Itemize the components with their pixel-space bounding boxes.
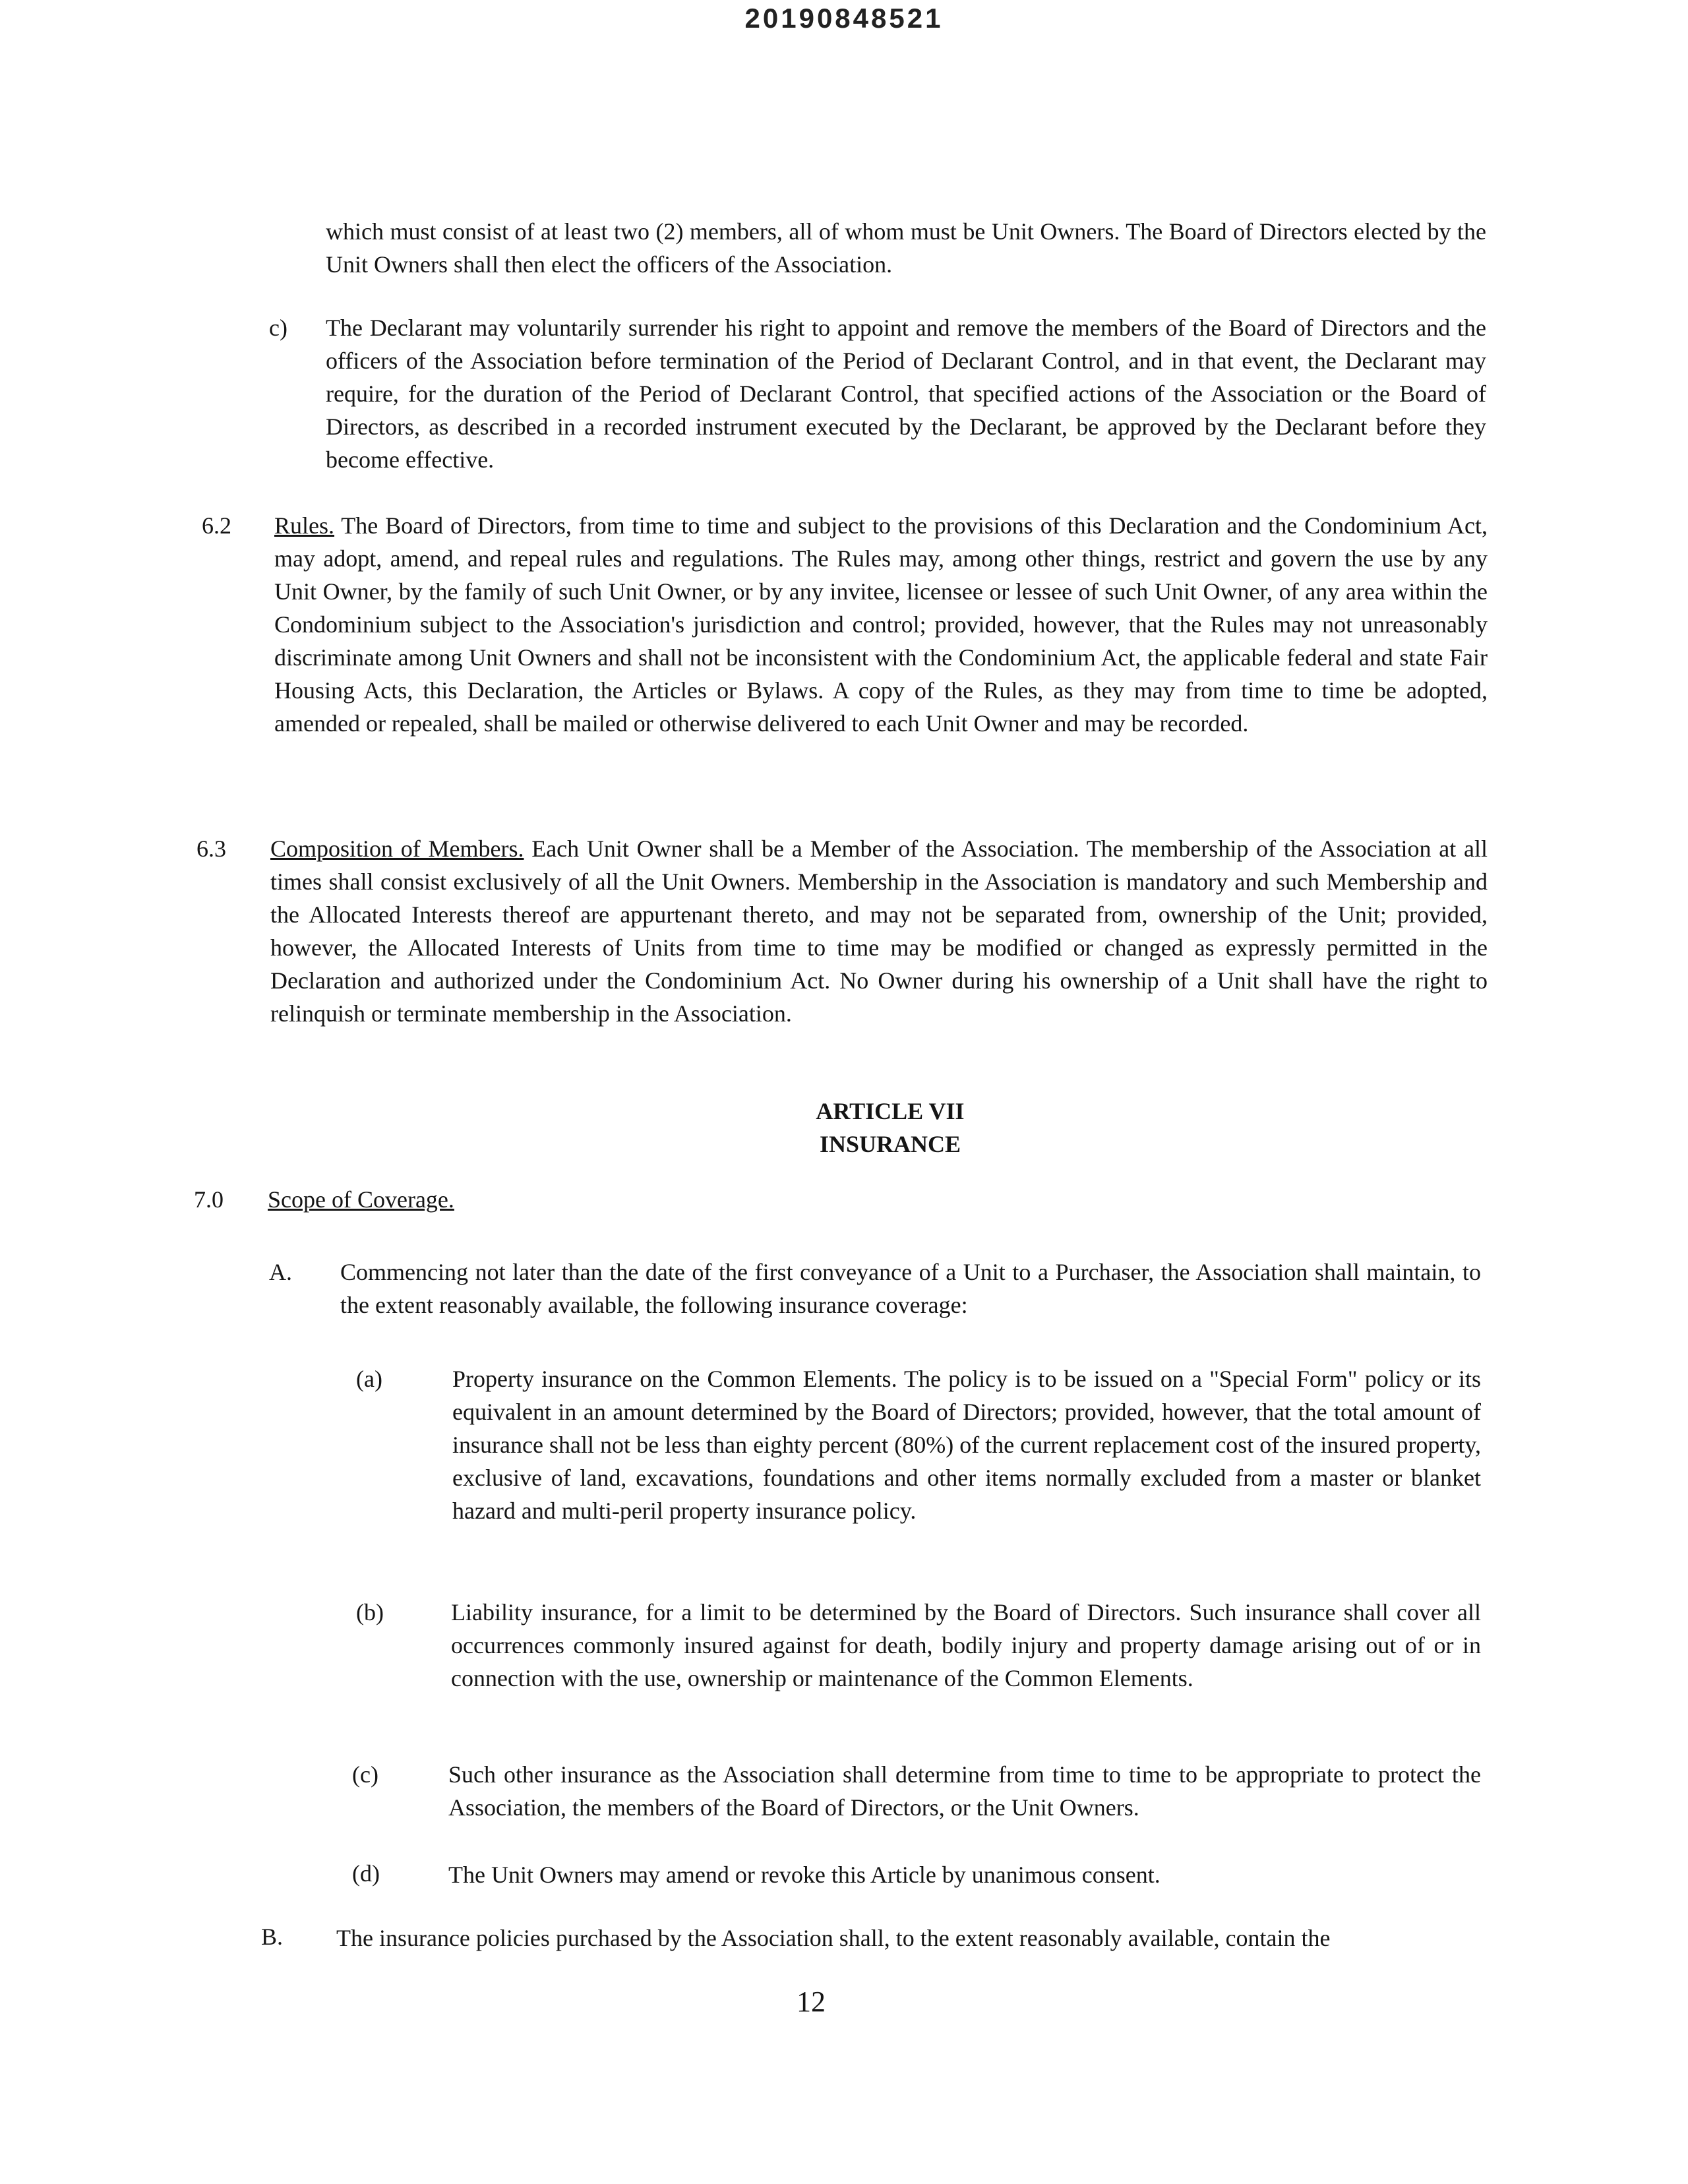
item-d-label: (d) <box>352 1860 380 1887</box>
item-c-paragraph: The Declarant may voluntarily surrender his right to appoint and remove the members of the Board of Directors and the officers of the Association before termination of the Period of Declarant Control, and in that event, the Declarant may require, for the duration of the Period of Declarant Control, that specified actions of the Association or the Board of Directors, as described in a recorded instrument executed by the Declarant, be approved by the Declarant before they become effective. <box>326 315 1486 473</box>
sub-b-label: B. <box>261 1924 284 1950</box>
sub-a-label: A. <box>269 1259 292 1285</box>
section-6-3-text: Each Unit Owner shall be a Member of the Association. The membership of the Association at all times shall consist exclusively of all the Unit Owners. Membership in the Association is mandatory and such Membership and the Allocated Interests thereof are appurtenant thereto, and may not be separated from, ownership of the Unit; provided, however, the Allocated Interests of Units from time to time may be modified or changed as expressly permitted in the Declaration and authorized under the Condominium Act. No Owner during his ownership of a Unit shall have the right to relinquish or terminate membership in the Association. <box>270 835 1488 1027</box>
article-title-heading: INSURANCE <box>819 1131 961 1157</box>
section-6-2-text: The Board of Directors, from time to time and subject to the provisions of this Declaration and the Condominium Act, may adopt, amend, and repeal rules and regulations. The Rules may, among other things, restrict and govern the use by any Unit Owner, by the family of such Unit Owner, or by any invitee, licensee or lessee of such Unit Owner, of any area within the Condominium subject to the Association's jurisdiction and control; provided, however, that the Rules may not unreasonably discriminate among Unit Owners and shall not be inconsistent with the Condominium Act, the applicable federal and state Fair Housing Acts, this Declaration, the Articles or Bylaws. A copy of the Rules, as they may from time to time be adopted, amended or repealed, shall be mailed or otherwise delivered to each Unit Owner and may be recorded. <box>274 512 1488 737</box>
item-c2-paragraph: Such other insurance as the Association shall determine from time to time to be appropriate to protect the Association, the members of the Board of Directors, or the Unit Owners. <box>448 1761 1481 1821</box>
item-a-label: (a) <box>356 1366 382 1392</box>
document-number: 20190848521 <box>744 3 944 34</box>
page-number: 12 <box>797 1986 826 2018</box>
item-a-paragraph: Property insurance on the Common Elements. The policy is to be issued on a "Special Form" policy or its equivalent in an amount determined by the Board of Directors; provided, however, that the total amount of insurance shall not be less than eighty percent (80%) of the current replacement cost of the insured property, exclusive of land, excavations, foundations and other items normally excluded from a master or blanket hazard and multi-peril property insurance policy. <box>452 1366 1481 1524</box>
section-6-3-paragraph <box>270 832 1488 1030</box>
item-c2-label: (c) <box>352 1761 378 1788</box>
article-number-heading: ARTICLE VII <box>816 1098 965 1124</box>
section-6-3-title: Composition of Members. <box>270 835 524 862</box>
item-d-paragraph: The Unit Owners may amend or revoke this Article by unanimous consent. <box>448 1862 1160 1888</box>
item-b-label: (b) <box>356 1599 384 1625</box>
continuation-paragraph: which must consist of at least two (2) members, all of whom must be Unit Owners. The Board of Directors elected by the Unit Owners shall then elect the officers of the Association. <box>326 218 1486 278</box>
section-7-0-title: Scope of Coverage. <box>268 1186 454 1213</box>
section-6-2-number: 6.2 <box>202 512 231 539</box>
sub-a-paragraph: Commencing not later than the date of the first conveyance of a Unit to a Purchaser, the Association shall maintain, to the extent reasonably available, the following insurance coverage: <box>340 1259 1481 1318</box>
sub-b-paragraph: The insurance policies purchased by the Association shall, to the extent reasonably available, contain the <box>336 1925 1331 1951</box>
item-b-paragraph: Liability insurance, for a limit to be determined by the Board of Directors. Such insurance shall cover all occurrences commonly insured against for death, bodily injury and property damage arising out of or in connection with the use, ownership or maintenance of the Common Elements. <box>451 1599 1481 1691</box>
item-c-label: c) <box>269 315 287 341</box>
section-6-2-paragraph <box>274 509 1488 740</box>
section-6-2-title: Rules. <box>274 512 335 539</box>
section-7-0-number: 7.0 <box>194 1186 224 1213</box>
section-6-3-number: 6.3 <box>196 835 226 862</box>
